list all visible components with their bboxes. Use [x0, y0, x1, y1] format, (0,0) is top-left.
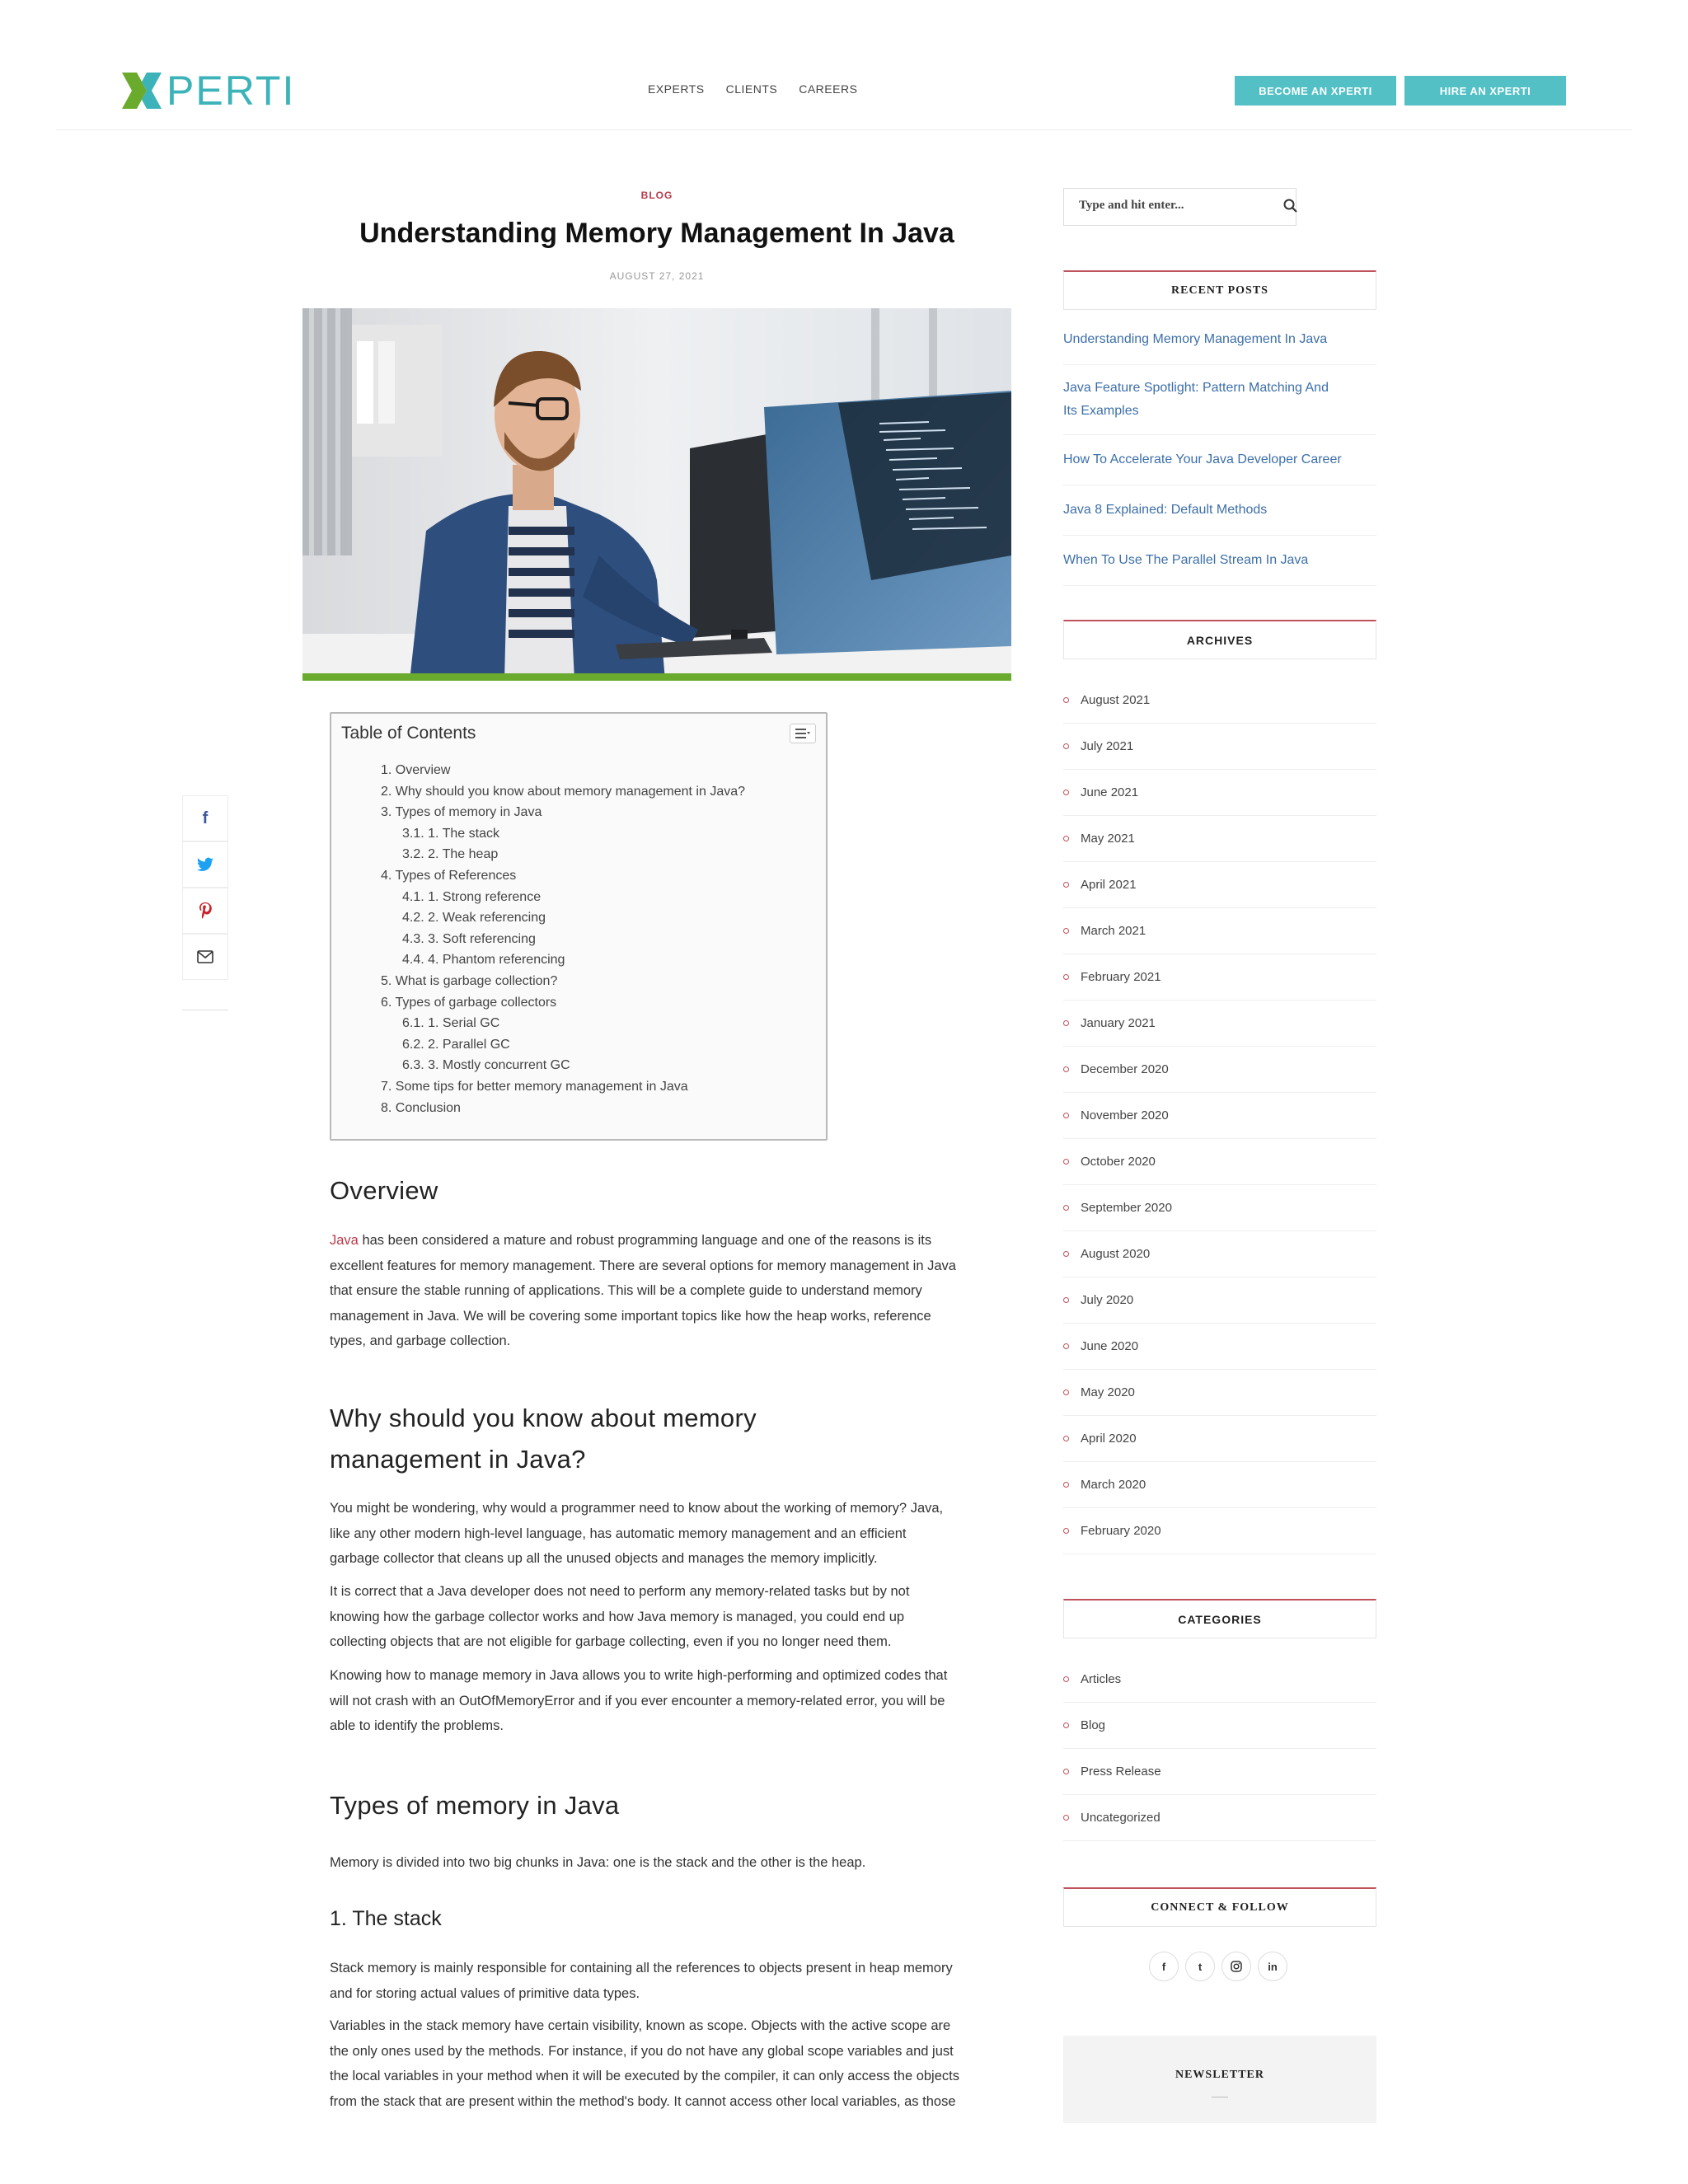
archive-link[interactable]: February 2020 [1063, 1508, 1376, 1554]
types-paragraph: Memory is divided into two big chunks in Java: one is the stack and the other is the heap. [330, 1855, 866, 1870]
toc-item[interactable]: 4.3. 3. Soft referencing [402, 931, 536, 946]
twitter-icon[interactable]: t [1185, 1952, 1215, 1981]
share-facebook-button[interactable] [182, 795, 228, 841]
pinterest-icon [199, 902, 212, 919]
circle-bullet-icon [1063, 1205, 1069, 1211]
circle-bullet-icon [1063, 1251, 1069, 1257]
toc-item[interactable]: 6.1. 1. Serial GC [402, 1016, 500, 1031]
recent-posts-title: RECENT POSTS [1063, 270, 1376, 310]
social-links [1149, 1952, 1287, 1981]
toc-item[interactable]: 3. Types of memory in Java [381, 805, 542, 820]
archive-link[interactable]: March 2021 [1063, 908, 1376, 954]
circle-bullet-icon [1063, 1528, 1069, 1534]
circle-bullet-icon [1063, 697, 1069, 703]
toc-item[interactable]: 1. Overview [381, 763, 451, 777]
archive-link[interactable]: July 2021 [1063, 724, 1376, 770]
toc-item[interactable]: 4.1. 1. Strong reference [402, 889, 542, 904]
newsletter-title: NEWSLETTER [1175, 2069, 1265, 2081]
site-header [56, 0, 1632, 130]
circle-bullet-icon [1063, 743, 1069, 749]
category-tag[interactable]: BLOG [640, 190, 673, 201]
hire-an-xperti-button[interactable]: HIRE AN XPERTI [1404, 76, 1566, 105]
why-paragraph-3: Knowing how to manage memory in Java allows you to write high-performing and optimized codes that will not crash with an OutOfMemoryError and if you ever encounter a memory-related error, you will be able to identify the problems. [330, 1668, 948, 1733]
email-icon [197, 950, 213, 963]
connect-follow-title: CONNECT & FOLLOW [1063, 1887, 1376, 1927]
search-icon[interactable] [1282, 198, 1299, 214]
share-pinterest-button[interactable] [182, 888, 228, 934]
toc-toggle-button[interactable] [790, 724, 816, 743]
toc-item[interactable]: 3.2. 2. The heap [402, 847, 499, 862]
hero-illustration [302, 308, 1011, 681]
toc-title: Table of Contents [341, 724, 476, 743]
toc-item[interactable]: 5. What is garbage collection? [381, 973, 558, 988]
recent-post-link[interactable]: Java 8 Explained: Default Methods [1063, 485, 1376, 536]
recent-post-link[interactable]: Understanding Memory Management In Java [1063, 310, 1376, 365]
circle-bullet-icon [1063, 1113, 1069, 1118]
overview-paragraph: Java has been considered a mature and robust programming language and one of the reasons is its excellent features for memory management. There are several options for memory management in Java that ensure the stable running of applications. This will be a complete guide to understand memory management in Java. We will be covering some important topics like how the heap works, reference types, and garbage collection. [330, 1233, 956, 1348]
page-title: Understanding Memory Management In Java [359, 218, 954, 249]
toc-item[interactable]: 3.1. 1. The stack [402, 826, 499, 841]
circle-bullet-icon [1063, 1436, 1069, 1441]
archive-link[interactable]: June 2020 [1063, 1324, 1376, 1370]
category-link[interactable]: Uncategorized [1063, 1795, 1376, 1841]
main-nav [648, 82, 857, 96]
circle-bullet-icon [1063, 1343, 1069, 1349]
toc-list [381, 760, 745, 1118]
circle-bullet-icon [1063, 1297, 1069, 1303]
archive-link[interactable]: August 2020 [1063, 1231, 1376, 1277]
toc-item[interactable]: 7. Some tips for better memory management in Java [381, 1079, 688, 1094]
stack-paragraph-1: Stack memory is mainly responsible for containing all the references to objects present in heap memory and for storing actual values of primitive data types. [330, 1961, 953, 2001]
circle-bullet-icon [1063, 790, 1069, 795]
circle-bullet-icon [1063, 928, 1069, 934]
twitter-icon [197, 857, 213, 872]
become-an-xperti-button[interactable]: BECOME AN XPERTI [1235, 76, 1396, 105]
circle-bullet-icon [1063, 1159, 1069, 1165]
logo-x-icon [122, 73, 162, 109]
circle-bullet-icon [1063, 1815, 1069, 1821]
stack-paragraph-2: Variables in the stack memory have certain visibility, known as scope. Objects with the active scope are the only ones used by the methods. For instance, if you do not have any global scope variables and just the local variables in your method when it will be executed by the compiler, it can only access the objects from the stack that are present within the method's body. It cannot access other local variables, as those [330, 2018, 959, 2109]
archive-link[interactable]: October 2020 [1063, 1139, 1376, 1185]
toc-item[interactable]: 4.4. 4. Phantom referencing [402, 953, 565, 968]
circle-bullet-icon [1063, 974, 1069, 980]
circle-bullet-icon [1063, 1769, 1069, 1774]
toc-item[interactable]: 8. Conclusion [381, 1100, 461, 1115]
archive-link[interactable]: May 2020 [1063, 1370, 1376, 1416]
toc-item[interactable]: 4.2. 2. Weak referencing [402, 911, 546, 926]
search-input[interactable] [1079, 199, 1260, 213]
circle-bullet-icon [1063, 1020, 1069, 1026]
categories-list [1063, 1657, 1376, 1841]
why-paragraph-1: You might be wondering, why would a programmer need to know about the working of memory? Java, like any other modern high-level language, has automatic memory management and an efficient garbage collector that cleans up all the unused objects and manages the memory implicitly. [330, 1501, 944, 1566]
why-paragraph-2: It is correct that a Java developer does not need to perform any memory-related tasks but by not knowing how the garbage collector works and how Java memory is managed, you could end up collecting objects that are not eligible for garbage collecting, even if you no longer need them. [330, 1584, 910, 1649]
archives-title: ARCHIVES [1063, 620, 1376, 659]
archive-link[interactable]: August 2021 [1063, 677, 1376, 724]
nav-careers[interactable]: CAREERS [799, 82, 858, 96]
recent-post-link[interactable]: When To Use The Parallel Stream In Java [1063, 536, 1376, 586]
toc-item[interactable]: 4. Types of References [381, 868, 517, 883]
why-heading: Why should you know about memory management in Java? [330, 1404, 757, 1474]
toc-item[interactable]: 2. Why should you know about memory management in Java? [381, 784, 746, 799]
nav-clients[interactable]: CLIENTS [725, 82, 778, 96]
archive-link[interactable]: April 2020 [1063, 1416, 1376, 1462]
circle-bullet-icon [1063, 1482, 1069, 1488]
archive-link[interactable]: July 2020 [1063, 1277, 1376, 1324]
archive-link[interactable]: April 2021 [1063, 862, 1376, 908]
newsletter-widget [1063, 2036, 1376, 2123]
recent-post-link[interactable]: Java Feature Spotlight: Pattern Matching And Its Examples [1063, 365, 1376, 435]
java-link[interactable]: Java [330, 1233, 359, 1248]
hero-accent-bar [302, 673, 1011, 681]
circle-bullet-icon [1063, 1722, 1069, 1728]
circle-bullet-icon [1063, 1066, 1069, 1072]
hero-image [302, 308, 1011, 681]
nav-experts[interactable]: EXPERTS [648, 82, 705, 96]
toc-item[interactable]: 6.3. 3. Mostly concurrent GC [402, 1058, 570, 1073]
archive-link[interactable]: February 2021 [1063, 954, 1376, 1001]
circle-bullet-icon [1063, 836, 1069, 841]
toc-item[interactable]: 6. Types of garbage collectors [381, 995, 557, 1010]
category-link[interactable]: Press Release [1063, 1749, 1376, 1795]
circle-bullet-icon [1063, 1390, 1069, 1395]
xperti-logo[interactable] [122, 69, 295, 112]
categories-title: CATEGORIES [1063, 1599, 1376, 1638]
recent-post-link[interactable]: How To Accelerate Your Java Developer Career [1063, 435, 1376, 485]
category-link[interactable]: Articles [1063, 1657, 1376, 1703]
archive-link[interactable]: November 2020 [1063, 1093, 1376, 1139]
facebook-icon[interactable]: f [1149, 1952, 1179, 1981]
archive-link[interactable]: March 2020 [1063, 1462, 1376, 1508]
share-twitter-button[interactable] [182, 841, 228, 888]
archive-link[interactable]: June 2021 [1063, 770, 1376, 816]
facebook-icon: f [202, 808, 209, 827]
archive-link[interactable]: January 2021 [1063, 1001, 1376, 1047]
archive-link[interactable]: December 2020 [1063, 1047, 1376, 1093]
linkedin-icon[interactable]: in [1258, 1952, 1287, 1981]
table-of-contents [330, 712, 828, 1141]
share-email-button[interactable] [182, 934, 228, 980]
circle-bullet-icon [1063, 882, 1069, 888]
archives-list [1063, 677, 1376, 1554]
category-link[interactable]: Blog [1063, 1703, 1376, 1749]
instagram-icon[interactable] [1221, 1952, 1251, 1981]
share-bar [182, 795, 228, 980]
types-heading: Types of memory in Java [330, 1791, 620, 1820]
instagram-glyph [1231, 1961, 1242, 1972]
post-date: AUGUST 27, 2021 [609, 270, 705, 282]
search-box [1063, 188, 1296, 226]
recent-posts-list [1063, 310, 1376, 586]
archive-link[interactable]: May 2021 [1063, 816, 1376, 862]
archive-link[interactable]: September 2020 [1063, 1185, 1376, 1231]
list-icon [795, 729, 810, 738]
circle-bullet-icon [1063, 1676, 1069, 1682]
logo-text: PERTI [166, 68, 296, 114]
stack-heading: 1. The stack [330, 1907, 442, 1930]
overview-heading: Overview [330, 1176, 438, 1205]
toc-item[interactable]: 6.2. 2. Parallel GC [402, 1037, 510, 1052]
